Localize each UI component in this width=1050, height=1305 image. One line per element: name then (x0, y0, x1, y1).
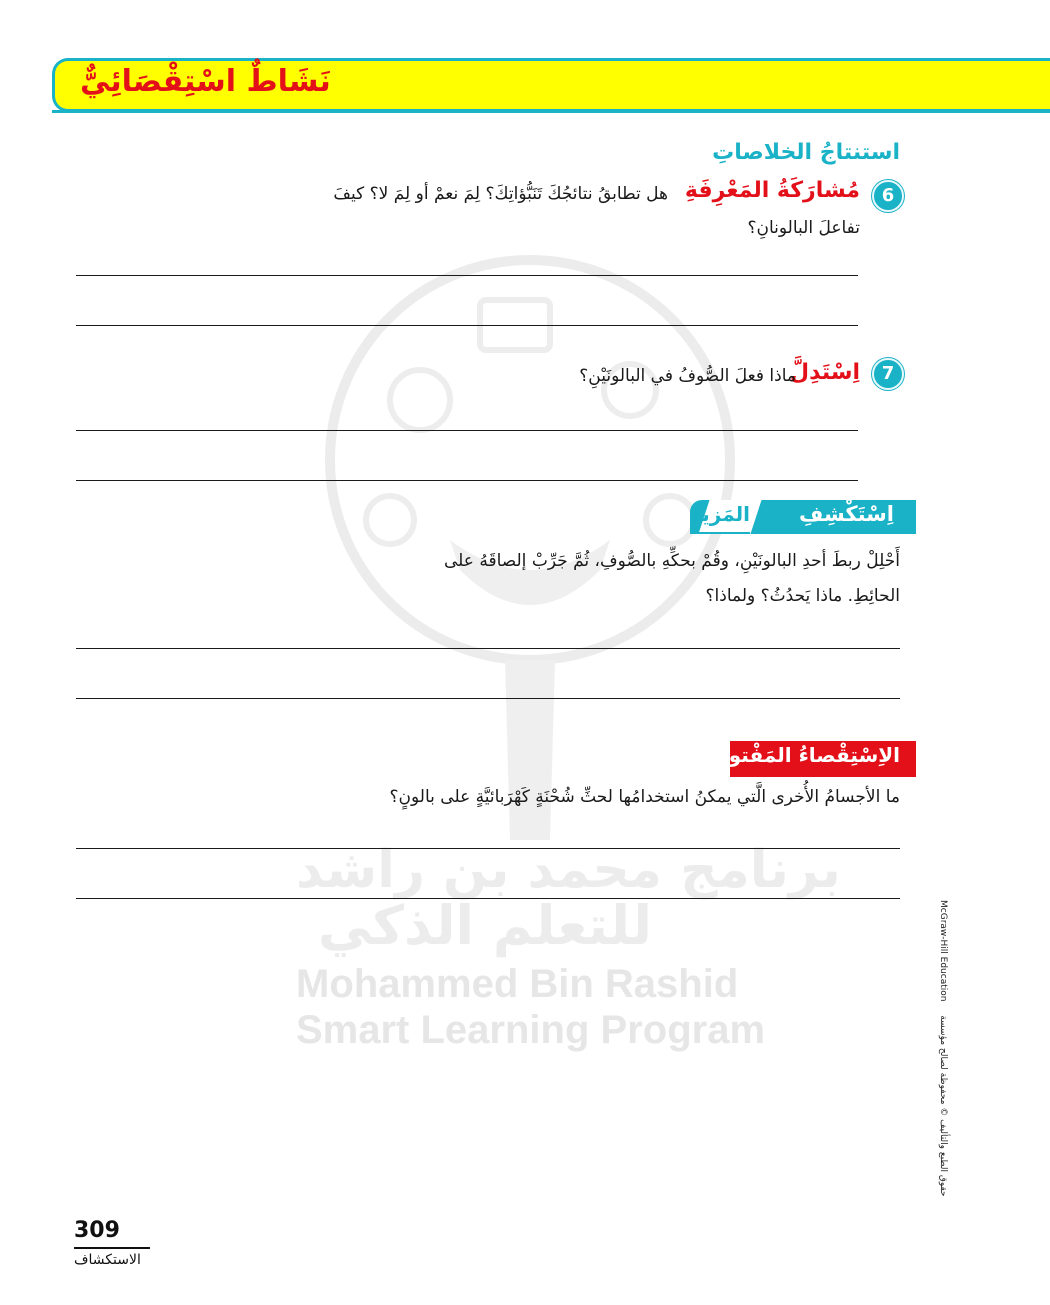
explore-more-underline (690, 532, 750, 534)
watermark-english-line1: Mohammed Bin Rashid (296, 962, 739, 1006)
open-inquiry-question: ما الأجسامُ الأُخرى الَّتي يمكنُ استخدامُها لحثِّ شُحْنَةٍ كَهْرَبائيَّةٍ على بالونٍ؟ (389, 787, 900, 807)
answer-line[interactable] (76, 480, 858, 481)
question-number-badge: 6 (872, 180, 904, 212)
question-6-text-line2: تفاعلَ البالونانِ؟ (747, 218, 860, 238)
answer-line[interactable] (76, 325, 858, 326)
watermark-arabic-line1: برنامج محمد بن راشد (296, 840, 841, 900)
page-number-rule (74, 1247, 150, 1249)
answer-line[interactable] (76, 898, 900, 899)
side-credit-publisher: McGraw-Hill Education (938, 900, 948, 1002)
explore-more-title: اِسْتَكْشِفِ (798, 502, 894, 526)
question-7-text: ماذا فعلَ الصُّوفُ في البالونَيْنِ؟ (579, 366, 796, 386)
explore-more-text-line1: أَحْلِلْ ربطَ أحدِ البالونَيْنِ، وقُمْ بحكِّهِ بالصُّوفِ، ثُمَّ جَرِّبْ إلصاقَهُ على (444, 551, 900, 571)
page-title: نَشَاطٌ اسْتِقْصَائِيٌّ (80, 64, 331, 99)
question-6-label: مُشارَكَةُ المَعْرِفَةِ (684, 178, 860, 203)
conclusions-heading: استنتاجُ الخلاصاتِ (712, 140, 900, 165)
answer-line[interactable] (76, 848, 900, 849)
footer-section-label: الاستكشاف (74, 1252, 141, 1268)
answer-line[interactable] (76, 648, 900, 649)
open-inquiry-title: الاِسْتِقْصاءُ المَفْتوحُ (714, 743, 900, 767)
side-credit-rights: حقوق الطبع والتأليف © محفوظة لصالح مؤسسة (938, 1015, 948, 1197)
explore-more-subtitle: المَزيدَ (690, 502, 750, 526)
question-7-label: اِسْتَدِلَّ (790, 360, 860, 385)
header-underline (52, 110, 1050, 113)
answer-line[interactable] (76, 698, 900, 699)
answer-line[interactable] (76, 275, 858, 276)
watermark-english-line2: Smart Learning Program (296, 1008, 766, 1052)
answer-line[interactable] (76, 430, 858, 431)
question-6-text-line1: هل تطابقُ نتائجُكَ تَنَبُّؤاتِكَ؟ لِمَ نعمْ أو لِمَ لا؟ كيفَ (333, 184, 668, 204)
watermark-arabic-line2: للتعلم الذكي (318, 894, 653, 957)
page-number: 309 (74, 1218, 120, 1243)
side-credit (930, 900, 956, 1220)
question-number-badge: 7 (872, 358, 904, 390)
explore-more-text-line2: الحائِطِ. ماذا يَحدُثُ؟ ولماذا؟ (705, 586, 900, 606)
